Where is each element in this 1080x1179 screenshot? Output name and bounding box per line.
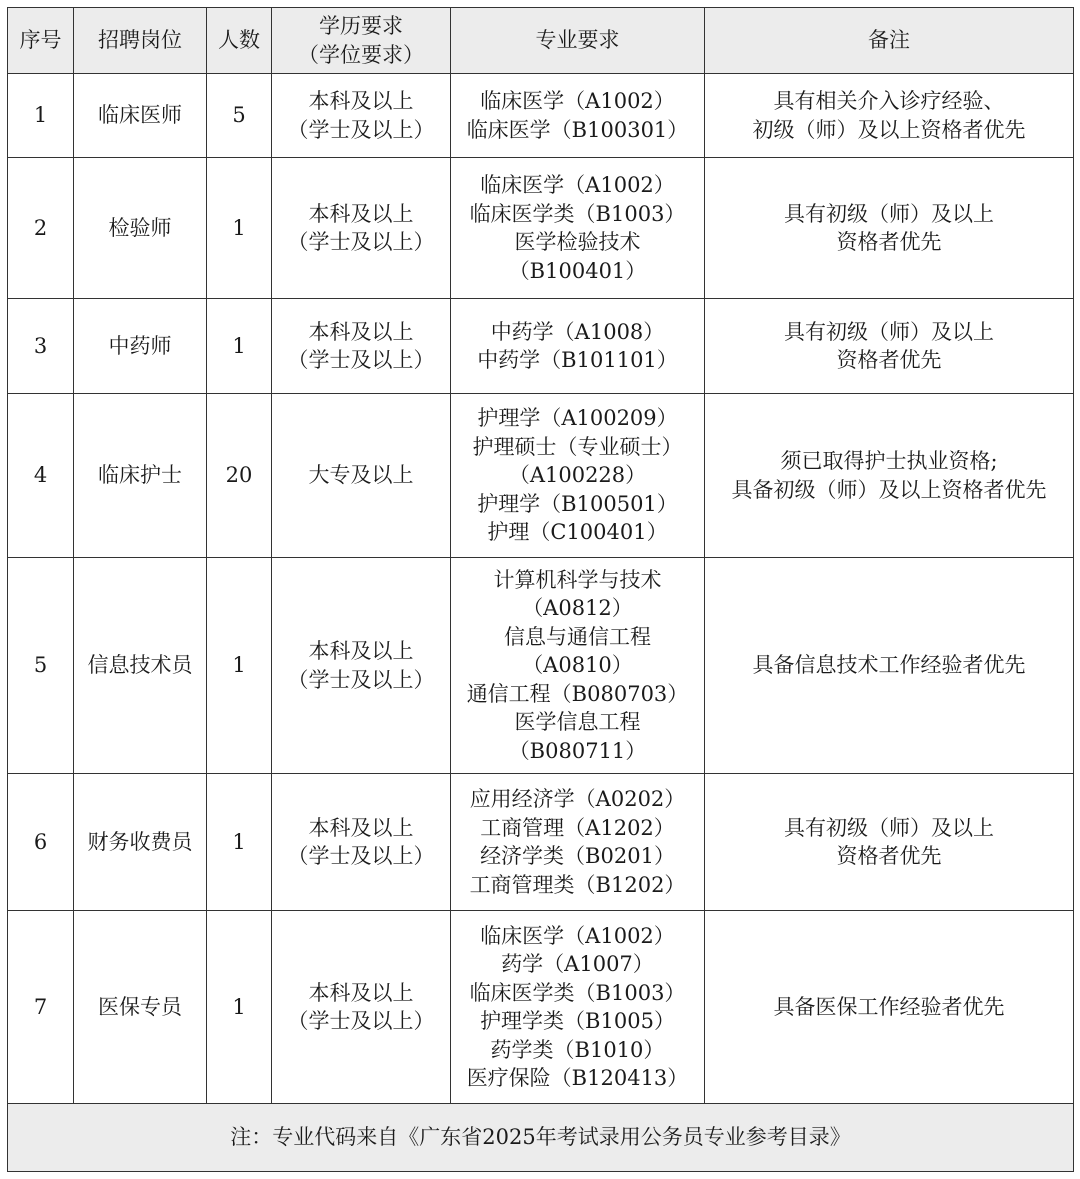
remarks-line: 具备医保工作经验者优先	[773, 994, 1005, 1019]
cell-major	[451, 158, 705, 299]
cell-education	[272, 558, 451, 774]
header-major: 专业要求	[451, 8, 705, 74]
cell-remarks	[705, 911, 1074, 1104]
remarks-line: 资格者优先	[836, 230, 942, 254]
cell-seq: 7	[8, 911, 74, 1104]
major-line: 药学（A1007）	[501, 952, 654, 976]
cell-count: 1	[207, 299, 272, 394]
cell-seq: 3	[8, 299, 74, 394]
education-line: （学士及以上）	[287, 844, 435, 868]
cell-count: 1	[207, 774, 272, 911]
cell-position: 中药师	[74, 299, 207, 394]
education-line: （学士及以上）	[287, 1009, 435, 1033]
remarks-line: 具备初级（师）及以上资格者优先	[731, 477, 1047, 502]
cell-position: 临床医师	[74, 74, 207, 158]
major-line: 计算机科学与技术	[493, 567, 662, 592]
cell-position: 医保专员	[74, 911, 207, 1104]
cell-remarks	[705, 158, 1074, 299]
table-header-row	[8, 8, 1074, 74]
cell-count: 1	[207, 158, 272, 299]
cell-education	[272, 158, 451, 299]
major-line: 工商管理类（B1202）	[469, 872, 686, 897]
education-line: 本科及以上	[308, 201, 414, 226]
cell-major	[451, 74, 705, 158]
major-line: 医疗保险（B120413）	[466, 1066, 689, 1090]
cell-position: 临床护士	[74, 394, 207, 558]
table-row	[8, 74, 1074, 158]
cell-remarks	[705, 74, 1074, 158]
header-count: 人数	[207, 8, 272, 74]
education-line: （学士及以上）	[287, 348, 435, 372]
major-line: 临床医学（A1002）	[480, 89, 675, 113]
table-row	[8, 774, 1074, 911]
major-line: 工商管理（A1202）	[480, 815, 675, 840]
cell-remarks	[705, 299, 1074, 394]
major-line: 应用经济学（A0202）	[469, 787, 686, 811]
table-row	[8, 299, 1074, 394]
education-line: 本科及以上	[308, 639, 414, 663]
major-line: 经济学类（B0201）	[480, 844, 675, 868]
cell-education	[272, 911, 451, 1104]
remarks-line: 具备信息技术工作经验者优先	[752, 653, 1026, 678]
major-line: 医学检验技术	[514, 230, 641, 254]
cell-remarks	[705, 558, 1074, 774]
cell-major	[451, 299, 705, 394]
cell-position: 财务收费员	[74, 774, 207, 911]
education-line: 大专及以上	[308, 463, 414, 488]
education-line: 本科及以上	[308, 319, 414, 344]
major-line: 临床医学类（B1003）	[469, 201, 686, 226]
education-line: 本科及以上	[308, 980, 414, 1005]
cell-education	[272, 774, 451, 911]
cell-seq: 6	[8, 774, 74, 911]
major-line: （A100228）	[508, 463, 647, 488]
major-line: 护理学（A100209）	[477, 406, 678, 431]
recruitment-table-container	[7, 7, 1074, 1172]
education-line: （学士及以上）	[287, 230, 435, 254]
cell-remarks	[705, 394, 1074, 558]
remarks-line: 具有初级（师）及以上	[784, 201, 994, 226]
header-education	[272, 8, 451, 74]
table-row	[8, 558, 1074, 774]
header-remarks: 备注	[705, 8, 1074, 74]
cell-seq: 1	[8, 74, 74, 158]
cell-position: 信息技术员	[74, 558, 207, 774]
major-line: 中药学（A1008）	[490, 319, 665, 344]
major-line: 护理学（B100501）	[477, 491, 678, 516]
major-line: 医学信息工程	[514, 710, 641, 735]
remarks-line: 资格者优先	[836, 348, 942, 372]
major-line: 中药学（B101101）	[477, 348, 678, 372]
header-seq: 序号	[8, 8, 74, 74]
table-row	[8, 158, 1074, 299]
major-line: 临床医学（A1002）	[480, 173, 675, 197]
remarks-line: 初级（师）及以上资格者优先	[752, 117, 1026, 142]
remarks-line: 须已取得护士执业资格;	[780, 449, 998, 473]
cell-education	[272, 74, 451, 158]
table-row	[8, 394, 1074, 558]
major-line: 护理学类（B1005）	[480, 1009, 675, 1033]
cell-count: 20	[207, 394, 272, 558]
recruitment-table	[7, 7, 1074, 1172]
major-line: 信息与通信工程	[504, 624, 651, 649]
major-line: 临床医学类（B1003）	[469, 980, 686, 1005]
footnote: 注：专业代码来自《广东省2025年考试录用公务员专业参考目录》	[8, 1104, 1074, 1172]
major-line: 临床医学（A1002）	[480, 923, 675, 948]
education-line: （学士及以上）	[287, 667, 435, 692]
major-line: （A0810）	[522, 653, 633, 678]
header-education-line: （学位要求）	[298, 42, 424, 67]
header-education-line: 学历要求	[319, 14, 403, 38]
major-line: 药学类（B1010）	[490, 1037, 665, 1062]
cell-major	[451, 774, 705, 911]
footnote-row	[8, 1104, 1074, 1172]
cell-education	[272, 394, 451, 558]
cell-education	[272, 299, 451, 394]
major-line: 护理硕士（专业硕士）	[472, 434, 683, 459]
cell-count: 5	[207, 74, 272, 158]
cell-seq: 5	[8, 558, 74, 774]
major-line: （B080711）	[508, 738, 647, 763]
cell-count: 1	[207, 911, 272, 1104]
remarks-line: 具有初级（师）及以上	[784, 319, 994, 344]
table-row	[8, 911, 1074, 1104]
cell-count: 1	[207, 558, 272, 774]
major-line: 通信工程（B080703）	[466, 681, 689, 706]
education-line: （学士及以上）	[287, 117, 435, 142]
education-line: 本科及以上	[308, 89, 414, 113]
major-line: （A0812）	[522, 596, 633, 621]
cell-major	[451, 558, 705, 774]
cell-seq: 2	[8, 158, 74, 299]
remarks-line: 资格者优先	[836, 844, 942, 868]
cell-remarks	[705, 774, 1074, 911]
header-position: 招聘岗位	[74, 8, 207, 74]
education-line: 本科及以上	[308, 815, 414, 840]
remarks-line: 具有初级（师）及以上	[784, 815, 994, 840]
major-line: （B100401）	[508, 258, 647, 283]
cell-major	[451, 394, 705, 558]
remarks-line: 具有相关介入诊疗经验、	[773, 89, 1005, 113]
cell-position: 检验师	[74, 158, 207, 299]
cell-seq: 4	[8, 394, 74, 558]
major-line: 护理（C100401）	[487, 520, 668, 545]
major-line: 临床医学（B100301）	[466, 117, 689, 142]
cell-major	[451, 911, 705, 1104]
